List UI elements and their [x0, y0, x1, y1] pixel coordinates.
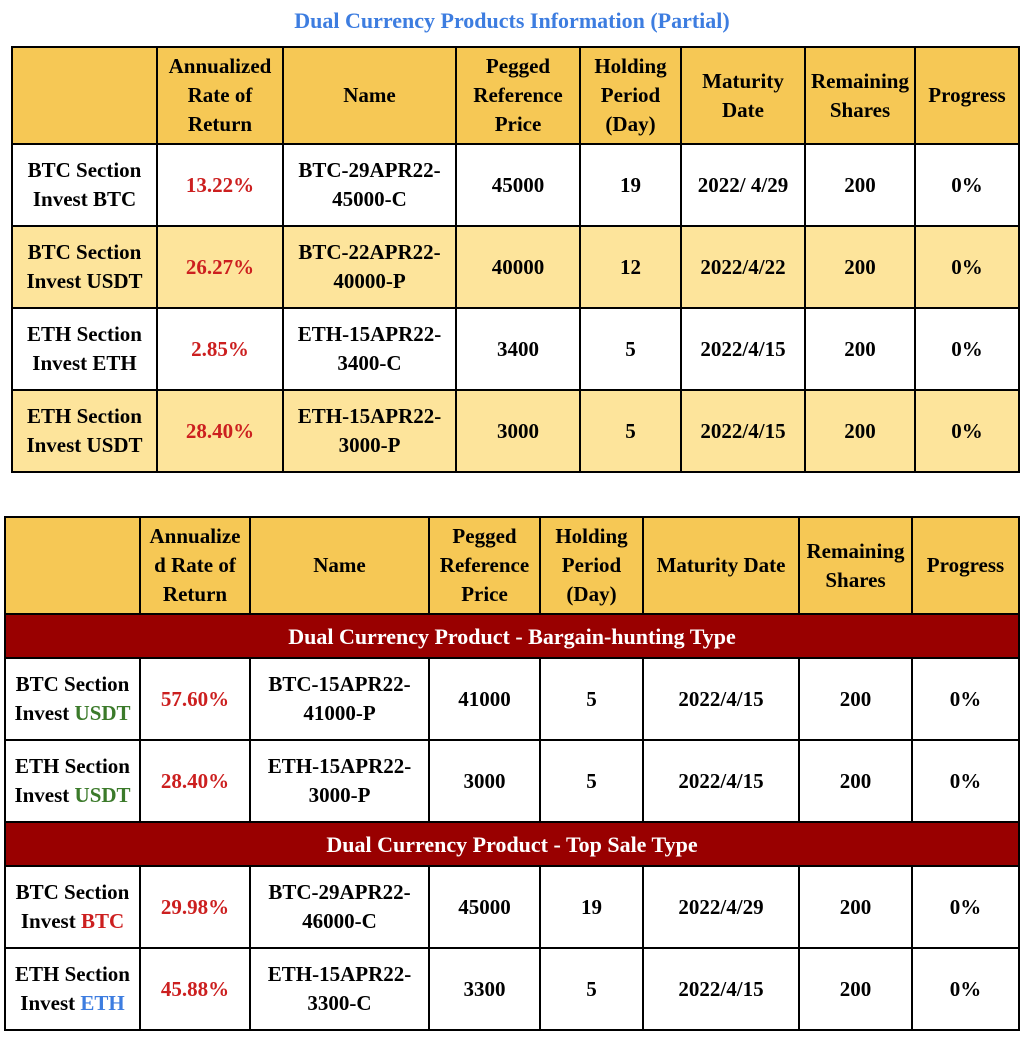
- table-row: [12, 144, 1019, 226]
- rate-cell: 13.22%: [157, 144, 283, 226]
- name-cell: ETH-15APR22- 3300-C: [250, 948, 429, 1030]
- table-row: [5, 948, 1019, 1030]
- shares-cell: 200: [805, 144, 915, 226]
- price-cell: 41000: [429, 658, 540, 740]
- table-header-row: [12, 47, 1019, 144]
- name-cell: ETH-15APR22- 3000-P: [250, 740, 429, 822]
- section-cell: ETH Section Invest ETH: [5, 948, 140, 1030]
- date-cell: 2022/4/15: [681, 390, 805, 472]
- date-cell: 2022/4/15: [643, 740, 799, 822]
- date-cell: 2022/ 4/29: [681, 144, 805, 226]
- date-cell: 2022/4/15: [643, 658, 799, 740]
- progress-cell: 0%: [912, 658, 1019, 740]
- header-period: Holding Period (Day): [580, 47, 681, 144]
- section-header-row: [5, 614, 1019, 658]
- shares-cell: 200: [799, 658, 912, 740]
- section-cell: BTC Section Invest BTC: [12, 144, 157, 226]
- progress-cell: 0%: [912, 740, 1019, 822]
- table-header-row: [5, 517, 1019, 614]
- header-shares: Remaining Shares: [805, 47, 915, 144]
- header-rate: Annualize d Rate of Return: [140, 517, 250, 614]
- date-cell: 2022/4/29: [643, 866, 799, 948]
- period-cell: 12: [580, 226, 681, 308]
- price-cell: 40000: [456, 226, 580, 308]
- rate-cell: 28.40%: [140, 740, 250, 822]
- table-row: [5, 740, 1019, 822]
- products-table-1: [11, 46, 1020, 473]
- section-title: Dual Currency Product - Bargain-hunting Type: [5, 614, 1019, 658]
- header-name: Name: [250, 517, 429, 614]
- shares-cell: 200: [805, 390, 915, 472]
- table-row: [12, 226, 1019, 308]
- period-cell: 5: [580, 390, 681, 472]
- products-table-2: [4, 516, 1020, 1031]
- section-title: Dual Currency Product - Top Sale Type: [5, 822, 1019, 866]
- header-progress: Progress: [915, 47, 1019, 144]
- table-row: [5, 658, 1019, 740]
- section-header-row: [5, 822, 1019, 866]
- rate-cell: 57.60%: [140, 658, 250, 740]
- shares-cell: 200: [805, 308, 915, 390]
- progress-cell: 0%: [915, 144, 1019, 226]
- header-period: Holding Period (Day): [540, 517, 643, 614]
- header-price: Pegged Reference Price: [456, 47, 580, 144]
- rate-cell: 29.98%: [140, 866, 250, 948]
- period-cell: 5: [540, 948, 643, 1030]
- period-cell: 5: [540, 740, 643, 822]
- name-cell: BTC-15APR22- 41000-P: [250, 658, 429, 740]
- price-cell: 45000: [456, 144, 580, 226]
- date-cell: 2022/4/22: [681, 226, 805, 308]
- table-row: [5, 866, 1019, 948]
- shares-cell: 200: [799, 740, 912, 822]
- rate-cell: 2.85%: [157, 308, 283, 390]
- period-cell: 19: [540, 866, 643, 948]
- rate-cell: 26.27%: [157, 226, 283, 308]
- header-cell: [5, 517, 140, 614]
- name-cell: BTC-22APR22- 40000-P: [283, 226, 456, 308]
- name-cell: ETH-15APR22- 3400-C: [283, 308, 456, 390]
- date-cell: 2022/4/15: [681, 308, 805, 390]
- date-cell: 2022/4/15: [643, 948, 799, 1030]
- progress-cell: 0%: [915, 390, 1019, 472]
- name-cell: BTC-29APR22- 46000-C: [250, 866, 429, 948]
- period-cell: 5: [580, 308, 681, 390]
- price-cell: 45000: [429, 866, 540, 948]
- section-cell: ETH Section Invest USDT: [5, 740, 140, 822]
- progress-cell: 0%: [915, 226, 1019, 308]
- header-date: Maturity Date: [643, 517, 799, 614]
- price-cell: 3300: [429, 948, 540, 1030]
- header-price: Pegged Reference Price: [429, 517, 540, 614]
- page-title: Dual Currency Products Information (Partial): [294, 8, 730, 33]
- header-cell: [12, 47, 157, 144]
- header-shares: Remaining Shares: [799, 517, 912, 614]
- progress-cell: 0%: [912, 866, 1019, 948]
- section-cell: ETH Section Invest USDT: [12, 390, 157, 472]
- section-cell: BTC Section Invest BTC: [5, 866, 140, 948]
- coin-label: USDT: [74, 701, 131, 725]
- section-cell: ETH Section Invest ETH: [12, 308, 157, 390]
- table-row: [12, 390, 1019, 472]
- progress-cell: 0%: [915, 308, 1019, 390]
- period-cell: 5: [540, 658, 643, 740]
- price-cell: 3000: [429, 740, 540, 822]
- section-cell: BTC Section Invest USDT: [5, 658, 140, 740]
- shares-cell: 200: [799, 866, 912, 948]
- rate-cell: 45.88%: [140, 948, 250, 1030]
- name-cell: ETH-15APR22- 3000-P: [283, 390, 456, 472]
- rate-cell: 28.40%: [157, 390, 283, 472]
- table-row: [12, 308, 1019, 390]
- shares-cell: 200: [799, 948, 912, 1030]
- progress-cell: 0%: [912, 948, 1019, 1030]
- name-cell: BTC-29APR22- 45000-C: [283, 144, 456, 226]
- price-cell: 3000: [456, 390, 580, 472]
- header-date: Maturity Date: [681, 47, 805, 144]
- period-cell: 19: [580, 144, 681, 226]
- header-rate: Annualized Rate of Return: [157, 47, 283, 144]
- coin-label: USDT: [74, 783, 131, 807]
- coin-label: ETH: [80, 991, 125, 1015]
- header-name: Name: [283, 47, 456, 144]
- header-progress: Progress: [912, 517, 1019, 614]
- price-cell: 3400: [456, 308, 580, 390]
- coin-label: BTC: [80, 909, 125, 933]
- shares-cell: 200: [805, 226, 915, 308]
- section-cell: BTC Section Invest USDT: [12, 226, 157, 308]
